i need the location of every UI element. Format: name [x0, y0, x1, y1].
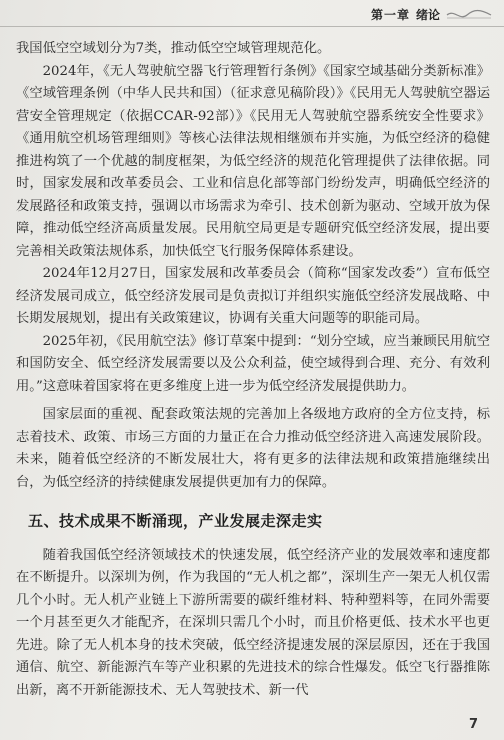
paragraph: 随着我国低空经济领域技术的快速发展，低空经济产业的发展效率和速度都在不断提升。以深圳为例，作为我国的“无人机之都”，深圳生产一架无人机仅需几个小时。无人机产业链上下游所需要的碳纤维材料、特种塑料等，在同外需要一个月甚至更久才能配齐，在深圳只需几个小时，而且价格更低、技术水平也更先进。除了无人机本身的技术突破，低空经济提速发展的深层原因，还在于我国通信、航空、新能源汽车等产业积累的先进技术的综合性爆发。低空飞行器推陈出新，离不开新能源技术、无人驾驶技术、新一代	[16, 547, 490, 698]
body-text	[16, 38, 490, 702]
chapter-title: 绪论	[415, 8, 440, 22]
paragraph: 我国低空空域划分为7类，推动低空空域管理规范化。	[16, 41, 331, 56]
section-heading: 五、技术成果不断涌现，产业发展走深走实	[28, 512, 323, 530]
paragraph: 国家层面的重视、配套政策法规的完善加上各级地方政府的全方位支持，标志着技术、政策、市场三方面的力量正在合力推动低空经济进入高速发展阶段。未来，随着低空经济的不断发展壮大，将有更多的法律法规和政策措施继续出台，为低空经济的持续健康发展提供更加有力的保障。	[16, 407, 490, 490]
page-number: 7	[468, 717, 478, 732]
paragraph: 2024年，《无人驾驶航空器飞行管理暂行条例》《国家空域基础分类新标准》《空域管理条例（中华人民共和国）（征求意见稿阶段）》《民用无人驾驶航空器运营安全管理规定（依据CCAR-92部）》《民用无人驾驶航空器系统安全性要求》《通用航空机场管理细则》等核心法律法规相继颁布并实施，为低空经济的稳健推进构筑了一个优越的制度框架，为低空经济的规范化管理提供了法律依据。同时，国家发展和改革委员会、工业和信息化部等部门纷纷发声，明确低空经济的发展路径和政策支持，强调以市场需求为牵引、技术创新为驱动、空域开放为保障，推动低空经济高质量发展。民用航空局更是专题研究低空经济发展，提出要完善相关政策法规体系，加快低空飞行服务保障体系建设。	[16, 63, 490, 259]
header-ornament-icon	[446, 8, 492, 22]
paragraph: 2025年初，《民用航空法》修订草案中提到：“划分空域，应当兼顾民用航空和国防安全、低空经济发展需要以及公众利益，使空域得到合理、充分、有效利用。”这意味着国家将在更多维度上进一步为低空经济发展提供助力。	[16, 333, 490, 394]
header-rule	[0, 26, 504, 27]
running-header	[371, 6, 492, 23]
chapter-label: 第一章	[370, 8, 410, 22]
paragraph: 2024年12月27日，国家发展和改革委员会（简称“国家发改委”）宣布低空经济发展司成立，低空经济发展司是负责拟订并组织实施低空经济发展战略、中长期发展规划，提出有关政策建议，协调有关重大问题等的职能司局。	[16, 266, 490, 326]
